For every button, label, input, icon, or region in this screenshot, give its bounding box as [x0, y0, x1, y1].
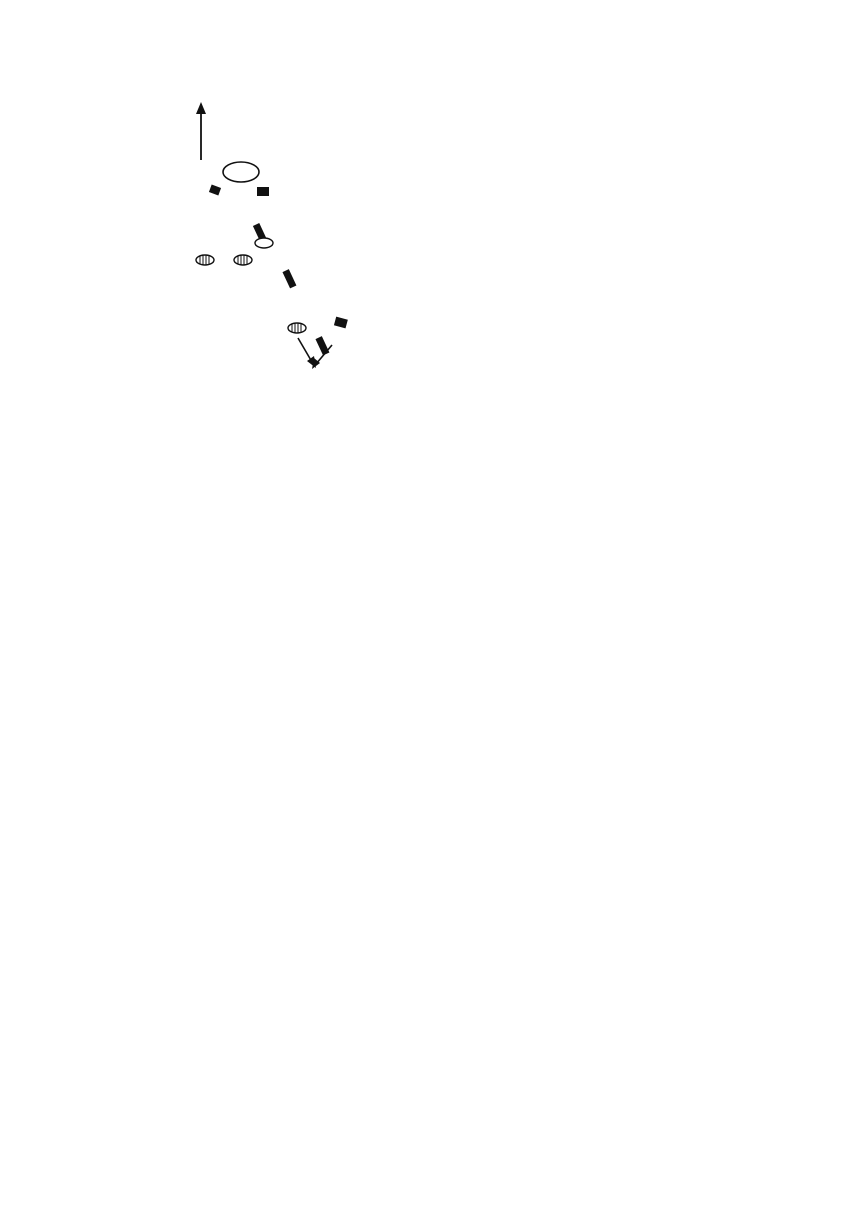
- primer-block-3: [315, 336, 329, 355]
- option-3d: [78, 869, 790, 902]
- option-3b: [78, 803, 790, 836]
- question-3-line-4: [78, 704, 790, 737]
- replication-fork-diagram: [60, 70, 420, 450]
- option-2c: [78, 506, 790, 539]
- question-4-line-1: [78, 935, 790, 968]
- question-4-line-2: [78, 968, 790, 1001]
- dbp-block-bottom: [334, 317, 348, 329]
- pointer-arrow-1: [298, 338, 312, 362]
- primer-block-2: [282, 269, 296, 288]
- option-2d: [78, 539, 790, 572]
- question-3-line-5: [78, 737, 790, 770]
- helicase-shape: [223, 162, 259, 182]
- option-3c: [78, 836, 790, 869]
- dna-polymerase-shape-3: [288, 323, 306, 333]
- primase-shape: [255, 238, 273, 248]
- dbp-block-top: [257, 187, 269, 196]
- dna-polymerase-shape-2: [234, 255, 252, 265]
- dbp-block-left: [209, 185, 221, 196]
- question-3-line-1: [78, 605, 790, 638]
- option-3a: [78, 770, 790, 803]
- dna-polymerase-shape-1: [196, 255, 214, 265]
- option-2a: [78, 440, 790, 473]
- option-2b: [78, 473, 790, 506]
- question-3-line-2: [78, 638, 790, 671]
- question-3-line-3: [78, 671, 790, 704]
- question-2-options: [78, 440, 790, 1034]
- direction-arrow-head: [196, 102, 206, 114]
- question-4-line-3: [78, 1001, 790, 1034]
- answer-2: [78, 572, 790, 605]
- answer-3: [78, 902, 790, 935]
